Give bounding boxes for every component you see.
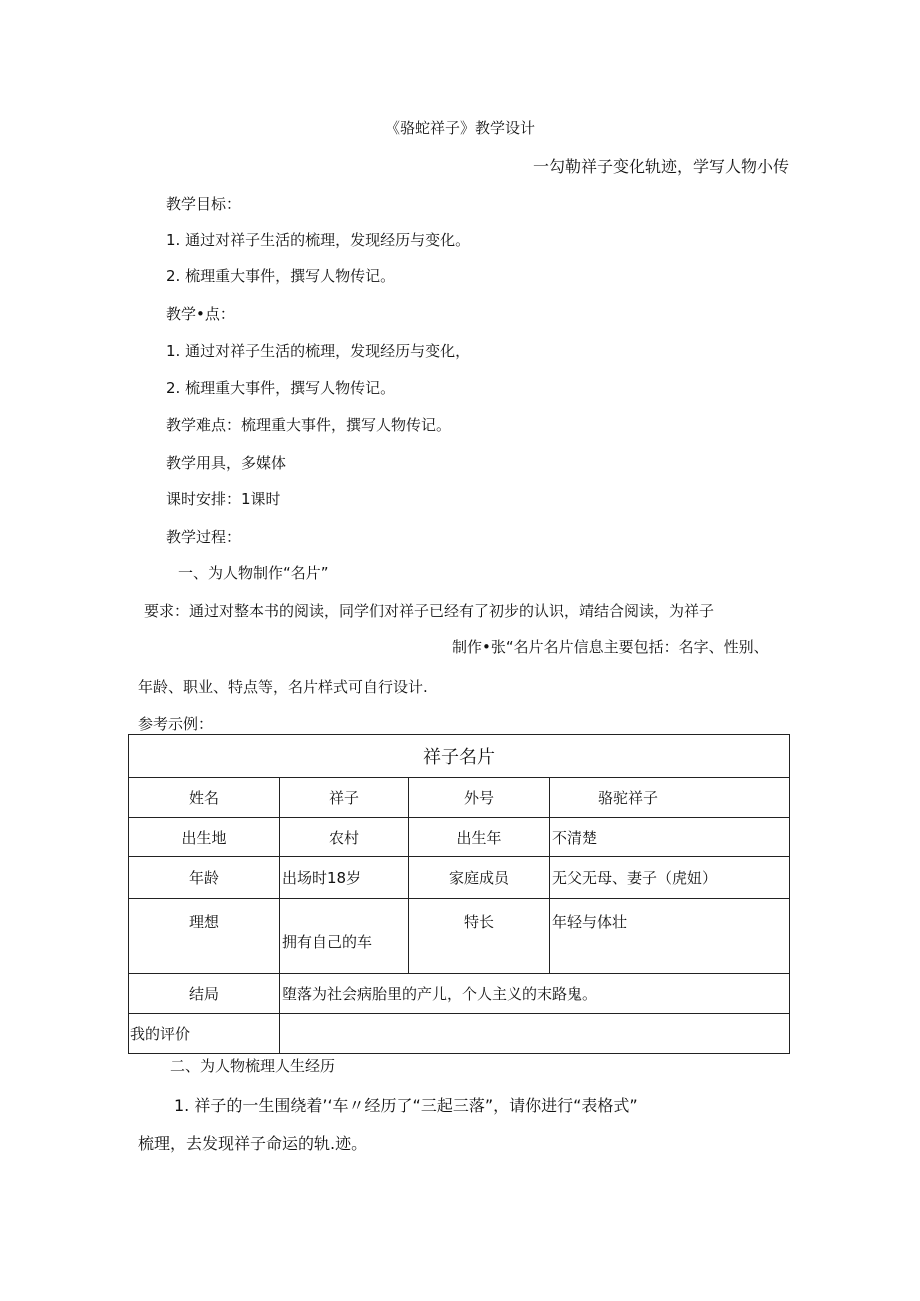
field-label: 家庭成员 — [409, 857, 550, 899]
field-label: 外号 — [409, 778, 550, 818]
goal-item: 2. 梳理重大事件，撰写人物传记。 — [166, 267, 396, 285]
table-row — [129, 818, 790, 857]
field-label: 出生地 — [129, 818, 280, 857]
name-card-table — [128, 734, 790, 1054]
field-value: 堕落为社会病胎里的产儿，个人主义的末路鬼。 — [280, 974, 790, 1014]
table-row — [129, 899, 790, 974]
field-label: 出生年 — [409, 818, 550, 857]
field-value: 年轻与体壮 — [550, 899, 790, 974]
field-label: 我的评价 — [129, 1014, 280, 1054]
field-label: 理想 — [129, 899, 280, 974]
table-row — [129, 1014, 790, 1054]
table-row — [129, 974, 790, 1014]
key-point-item: 1. 通过对祥子生活的梳理，发现经历与变化， — [166, 342, 471, 360]
field-value: 骆驼祥子 — [550, 778, 790, 818]
requirement-line: 要求：通过对整本书的阅读，同学们对祥子已经有了初步的认识，靖结合阅读，为祥子 — [144, 602, 715, 620]
field-value: 农村 — [280, 818, 409, 857]
field-value: 不清楚 — [550, 818, 790, 857]
field-value: 出场时18岁 — [280, 857, 409, 899]
difficulty-line: 教学难点：梳理重大事件，撰写人物传记。 — [166, 416, 452, 434]
paragraph-line: 1. 祥子的一生围绕着’‘车〃经历了“三起三落”，请你进行“表格式” — [174, 1096, 638, 1115]
field-label: 姓名 — [129, 778, 280, 818]
field-label: 结局 — [129, 974, 280, 1014]
field-value: 无父无母、妻子（虎妞） — [550, 857, 790, 899]
key-point-item: 2. 梳理重大事件，撰写人物传记。 — [166, 379, 396, 397]
section1-heading: 一、为人物制作“名片” — [178, 564, 329, 582]
doc-subtitle: 一勾勒祥子变化轨迹，学写人物小传 — [532, 157, 789, 176]
process-heading: 教学过程： — [166, 528, 242, 546]
goals-heading: 教学目标： — [166, 195, 242, 213]
reference-label: 参考示例： — [138, 715, 214, 733]
requirement-line: 制作•张“名片名片信息主要包括：名字、性别、 — [452, 638, 769, 656]
field-value: 拥有自己的车 — [280, 899, 409, 974]
goal-item: 1. 通过对祥子生活的梳理，发现经历与变化。 — [166, 231, 471, 249]
tools-line: 教学用具，多媒体 — [166, 454, 287, 472]
key-points-heading: 教学•点： — [166, 305, 235, 323]
requirement-line: 年龄、职业、特点等，名片样式可自行设计. — [138, 678, 428, 696]
paragraph-line: 梳理，去发现祥子命运的轨.迹。 — [138, 1134, 368, 1153]
field-value — [280, 1014, 790, 1054]
hours-line: 课时安排：1课时 — [166, 490, 281, 508]
field-label: 年龄 — [129, 857, 280, 899]
card-header: 祥子名片 — [129, 735, 790, 778]
table-row — [129, 778, 790, 818]
section2-heading: 二、为人物梳理人生经历 — [170, 1057, 336, 1075]
table-row — [129, 857, 790, 899]
doc-title: 《骆蛇祥子》教学设计 — [384, 119, 535, 137]
field-value: 祥子 — [280, 778, 409, 818]
field-label: 特长 — [409, 899, 550, 974]
